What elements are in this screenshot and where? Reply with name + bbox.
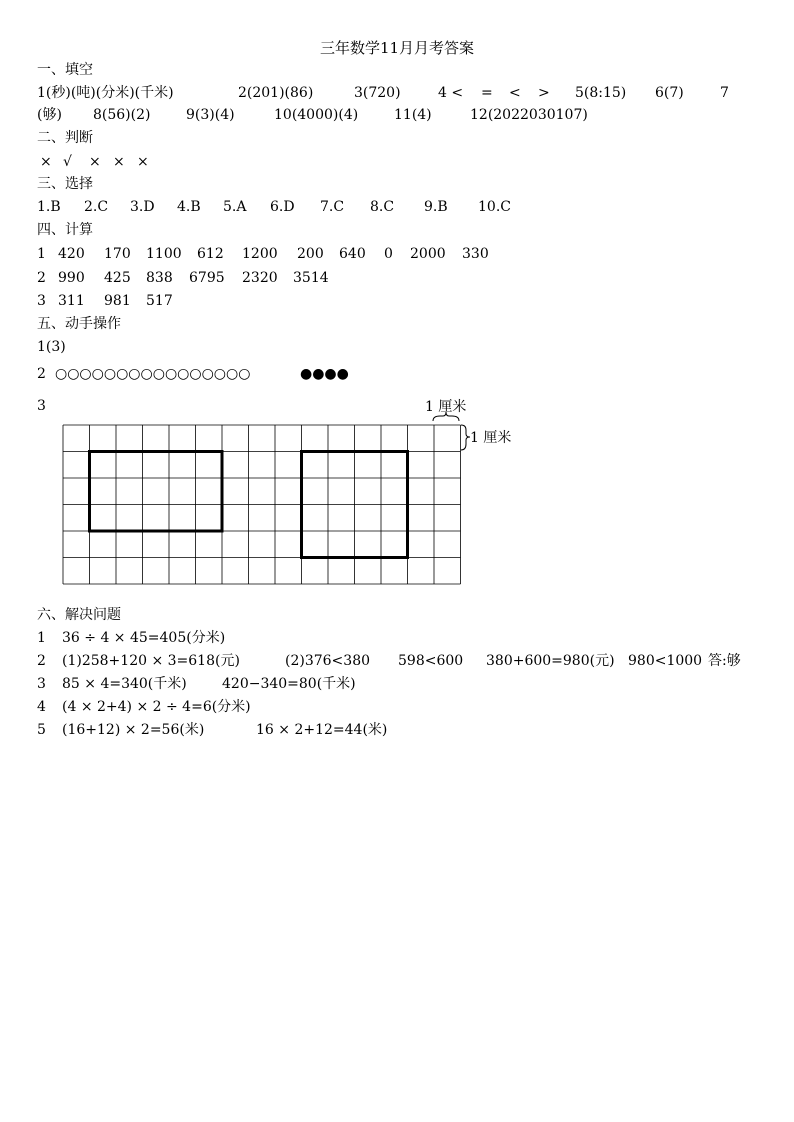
unit-brace-top xyxy=(433,412,459,421)
fill-answer: 10(4000)(4) xyxy=(274,107,359,123)
solve-item-number: 4 xyxy=(37,699,46,715)
calc-answer: 6795 xyxy=(189,270,225,286)
section-heading-ops: 五、动手操作 xyxy=(37,316,121,332)
filled-circles: ●●●● xyxy=(300,366,349,382)
fill-answer: = xyxy=(481,85,493,101)
judge-mark: × xyxy=(89,154,101,170)
solve-answer: 980<1000 xyxy=(628,653,703,669)
solve-answer: 答:够 xyxy=(708,653,741,669)
calc-answer: 990 xyxy=(58,270,85,286)
ops-item-number: 3 xyxy=(37,398,46,414)
solve-answer: 36 ÷ 4 × 45=405(分米) xyxy=(62,630,226,646)
fill-answer: < xyxy=(509,85,521,101)
solve-answer: 16 × 2+12=44(米) xyxy=(256,722,388,738)
solve-item-number: 1 xyxy=(37,630,46,646)
grid-lines xyxy=(63,425,461,584)
choice-answer: 10.C xyxy=(478,199,511,215)
section-heading-calc: 四、计算 xyxy=(37,222,93,238)
calc-answer: 2000 xyxy=(410,246,446,262)
fill-answer: 5(8:15) xyxy=(575,85,627,101)
choice-answer: 1.B xyxy=(37,199,61,215)
judge-mark: × xyxy=(113,154,125,170)
section-heading-judge: 二、判断 xyxy=(37,130,93,146)
calc-answer: 425 xyxy=(104,270,131,286)
drawn-rectangle-1 xyxy=(90,452,223,532)
calc-answer: 640 xyxy=(339,246,366,262)
calc-answer: 517 xyxy=(146,293,173,309)
solve-item-number: 5 xyxy=(37,722,46,738)
judge-mark: × xyxy=(40,154,52,170)
calc-answer: 612 xyxy=(197,246,224,262)
choice-answer: 7.C xyxy=(320,199,345,215)
fill-answer: 4 < xyxy=(438,85,464,101)
hollow-circles: ○○○○○○○○○○○○○○○○ xyxy=(55,366,251,382)
judge-mark: √ xyxy=(63,154,72,170)
fill-answer: 6(7) xyxy=(655,85,684,101)
fill-answer: 1(秒)(吨)(分米)(千米) xyxy=(37,85,174,101)
calc-answer: 420 xyxy=(58,246,85,262)
fill-answer: 9(3)(4) xyxy=(186,107,235,123)
solve-answer: (16+12) × 2=56(米) xyxy=(62,722,205,738)
ops-answer-1: 1(3) xyxy=(37,339,66,355)
calc-answer: 981 xyxy=(104,293,131,309)
fill-answer: 7 xyxy=(720,85,729,101)
calc-answer: 2320 xyxy=(242,270,278,286)
page-title: 三年数学11月月考答案 xyxy=(319,39,475,57)
fill-answer: 12(2022030107) xyxy=(470,107,588,123)
fill-answer: 2(201)(86) xyxy=(238,85,314,101)
calc-item-number: 2 xyxy=(37,270,46,286)
calc-item-number: 1 xyxy=(37,246,46,262)
calc-answer: 170 xyxy=(104,246,131,262)
section-heading-solve: 六、解决问题 xyxy=(37,607,121,623)
fill-answer: 8(56)(2) xyxy=(93,107,151,123)
fill-answer: > xyxy=(538,85,550,101)
solve-answer: (2)376<380 xyxy=(285,653,371,669)
solve-item-number: 2 xyxy=(37,653,46,669)
fill-answer: (够) xyxy=(37,107,62,123)
calc-answer: 838 xyxy=(146,270,173,286)
choice-answer: 6.D xyxy=(270,199,295,215)
calc-answer: 200 xyxy=(297,246,324,262)
calc-answer: 1100 xyxy=(146,246,182,262)
solve-answer: (4 × 2+4) × 2 ÷ 4=6(分米) xyxy=(62,699,251,715)
ops-item-number: 2 xyxy=(37,366,46,382)
judge-mark: × xyxy=(137,154,149,170)
section-heading-fill: 一、填空 xyxy=(37,62,93,78)
solve-answer: 85 × 4=340(千米) xyxy=(62,676,187,692)
calc-item-number: 3 xyxy=(37,293,46,309)
calc-answer: 330 xyxy=(462,246,489,262)
fill-answer: 3(720) xyxy=(354,85,401,101)
choice-answer: 2.C xyxy=(84,199,109,215)
choice-answer: 8.C xyxy=(370,199,395,215)
choice-answer: 3.D xyxy=(130,199,155,215)
choice-answer: 4.B xyxy=(177,199,201,215)
solve-answer: 598<600 xyxy=(398,653,464,669)
calc-answer: 3514 xyxy=(293,270,329,286)
calc-answer: 1200 xyxy=(242,246,278,262)
choice-answer: 5.A xyxy=(223,199,247,215)
choice-answer: 9.B xyxy=(424,199,448,215)
section-heading-choice: 三、选择 xyxy=(37,176,93,192)
unit-label-top: 1 厘米 xyxy=(425,399,467,415)
calc-answer: 0 xyxy=(384,246,393,262)
unit-brace-side xyxy=(461,425,470,450)
unit-label-side: 1 厘米 xyxy=(470,430,512,446)
fill-answer: 11(4) xyxy=(394,107,432,123)
solve-item-number: 3 xyxy=(37,676,46,692)
calc-answer: 311 xyxy=(58,293,85,309)
solve-answer: 420−340=80(千米) xyxy=(222,676,356,692)
solve-answer: 380+600=980(元) xyxy=(486,653,615,669)
solve-answer: (1)258+120 × 3=618(元) xyxy=(62,653,240,669)
